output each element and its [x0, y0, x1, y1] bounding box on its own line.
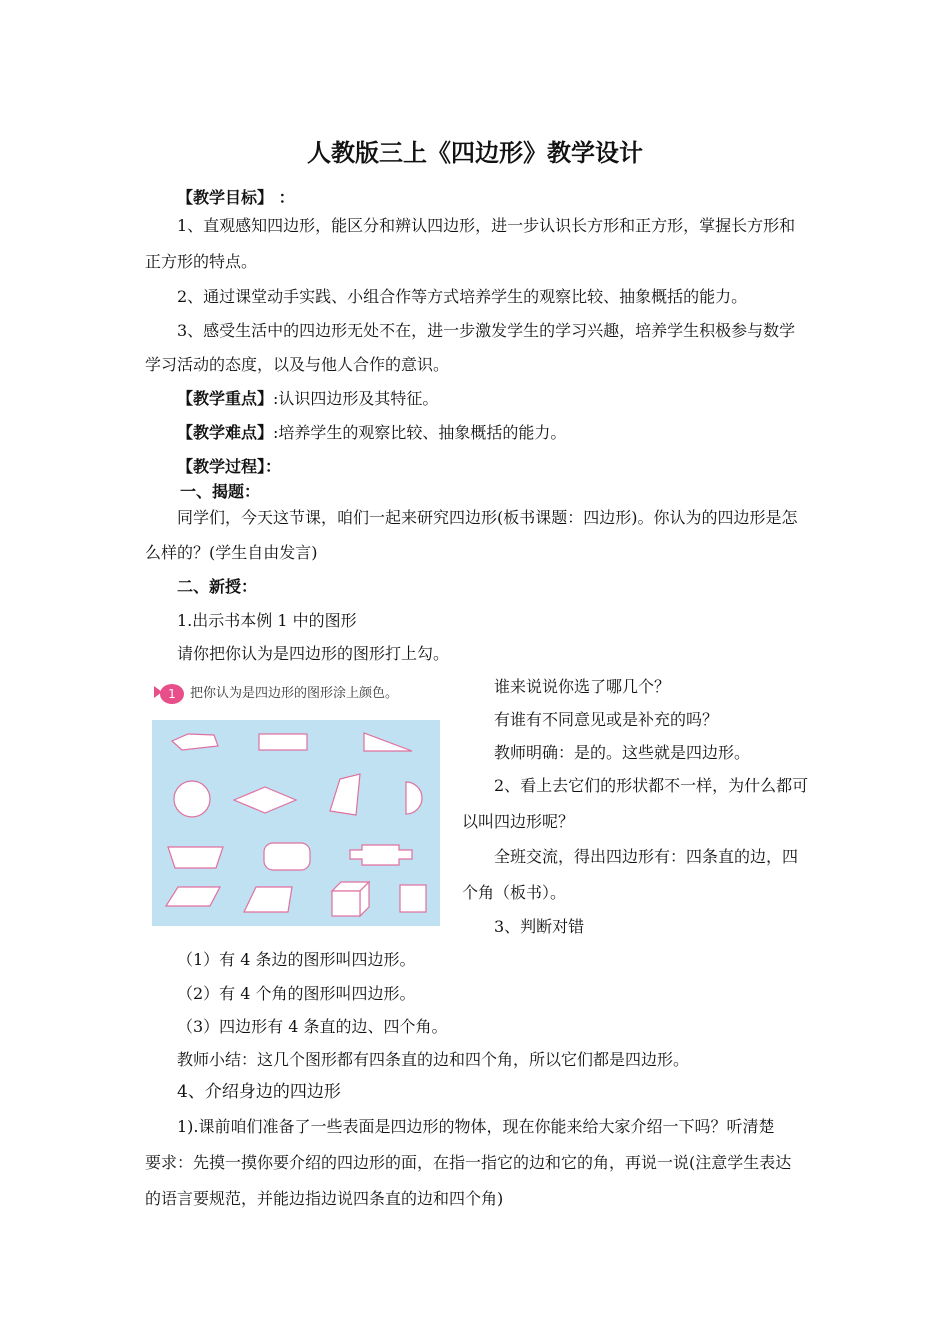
trapezoid-shape	[168, 847, 223, 868]
key-point-text: :认识四边形及其特征。	[273, 389, 439, 408]
rounded-rectangle-shape	[264, 843, 310, 870]
irregular-quadrilateral-shape	[330, 774, 360, 815]
part1-line-1: 同学们，今天这节课，咱们一起来研究四边形(板书课题：四边形)。你认为的四边形是怎	[177, 508, 798, 527]
judgement-1: （1）有 4 条边的图形叫四边形。	[177, 950, 416, 969]
textbook-figure	[148, 678, 443, 928]
step4-line-1: 1).课前咱们准备了一些表面是四边形的物体，现在你能来给大家介绍一下吗？听清楚	[177, 1117, 775, 1136]
objectives-heading: 【教学目标】 ：	[177, 188, 295, 207]
pentagon-shape	[172, 734, 218, 750]
objective-3-line-1: 3、感受生活中的四边形无处不在，进一步激发学生的学习兴趣，培养学生积极参与数学	[177, 321, 796, 340]
right-col-line-1: 谁来说说你选了哪几个？	[494, 677, 671, 696]
part1-heading: 一、揭题：	[180, 482, 261, 501]
step4-line-3: 的语言要规范，并能边指边说四条直的边和四个角)	[145, 1189, 504, 1208]
objective-3-line-2: 学习活动的态度，以及与他人合作的意识。	[145, 355, 450, 374]
part2-instruction: 请你把你认为是四边形的图形打上勾。	[177, 644, 450, 663]
rhombus-shape	[234, 787, 296, 813]
right-col-line-7: 个角（板书）。	[462, 883, 567, 902]
shapes-drawing	[152, 720, 440, 926]
rectangle-shape	[259, 734, 307, 750]
judgement-2: （2）有 4 个角的图形叫四边形。	[177, 984, 416, 1003]
half-circle-shape	[406, 782, 422, 814]
part1-line-2: 么样的？(学生自由发言)	[145, 543, 318, 562]
part2-step-1: 1.出示书本例 1 中的图形	[177, 611, 357, 630]
difficulty-label: 【教学难点】	[177, 423, 274, 442]
difficulty-text: :培养学生的观察比较、抽象概括的能力。	[273, 423, 567, 442]
right-col-line-6: 全班交流，得出四边形有：四条直的边，四	[494, 847, 799, 866]
right-col-line-5: 以叫四边形呢？	[462, 812, 575, 831]
circle-shape	[174, 781, 210, 817]
process-heading: 【教学过程】：	[177, 457, 282, 476]
objective-1-line-1: 1、直观感知四边形，能区分和辨认四边形，进一步认识长方形和正方形，掌握长方形和	[177, 216, 796, 235]
figure-caption: 把你认为是四边形的图形涂上颜色。	[190, 686, 399, 701]
quadrilateral-shape	[244, 887, 292, 912]
objective-2: 2、通过课堂动手实践、小组合作等方式培养学生的观察比较、抽象概括的能力。	[177, 287, 748, 306]
fish-badge-icon	[152, 683, 184, 705]
figure-badge-number: 1	[168, 687, 176, 701]
step4-heading: 4、介绍身边的四边形	[177, 1082, 341, 1102]
right-col-line-4: 2、看上去它们的形状都不一样，为什么都可	[494, 776, 809, 795]
key-point-label: 【教学重点】	[177, 389, 274, 408]
right-triangle-shape	[364, 733, 412, 751]
step4-line-2: 要求：先摸一摸你要介绍的四边形的面，在指一指它的边和它的角，再说一说(注意学生表达	[145, 1153, 792, 1172]
difficulty	[177, 423, 566, 443]
right-col-line-8: 3、判断对错	[494, 917, 585, 936]
right-col-line-3: 教师明确：是的。这些就是四边形。	[494, 743, 751, 762]
shapes-panel	[152, 720, 440, 926]
judgement-3: （3）四边形有 4 条直的边、四个角。	[177, 1017, 448, 1036]
figure-header	[148, 678, 443, 706]
teacher-summary: 教师小结：这几个图形都有四条直的边和四个角，所以它们都是四边形。	[177, 1050, 690, 1069]
page-title: 人教版三上《四边形》教学设计	[307, 139, 643, 167]
key-point	[177, 389, 438, 409]
cross-shape	[350, 845, 412, 865]
parallelogram-shape	[166, 887, 220, 906]
cube-shape	[332, 882, 369, 916]
square-shape	[400, 885, 426, 912]
objective-1-line-2: 正方形的特点。	[145, 252, 258, 271]
part2-heading: 二、新授：	[177, 577, 258, 596]
right-col-line-2: 有谁有不同意见或是补充的吗？	[494, 710, 719, 729]
